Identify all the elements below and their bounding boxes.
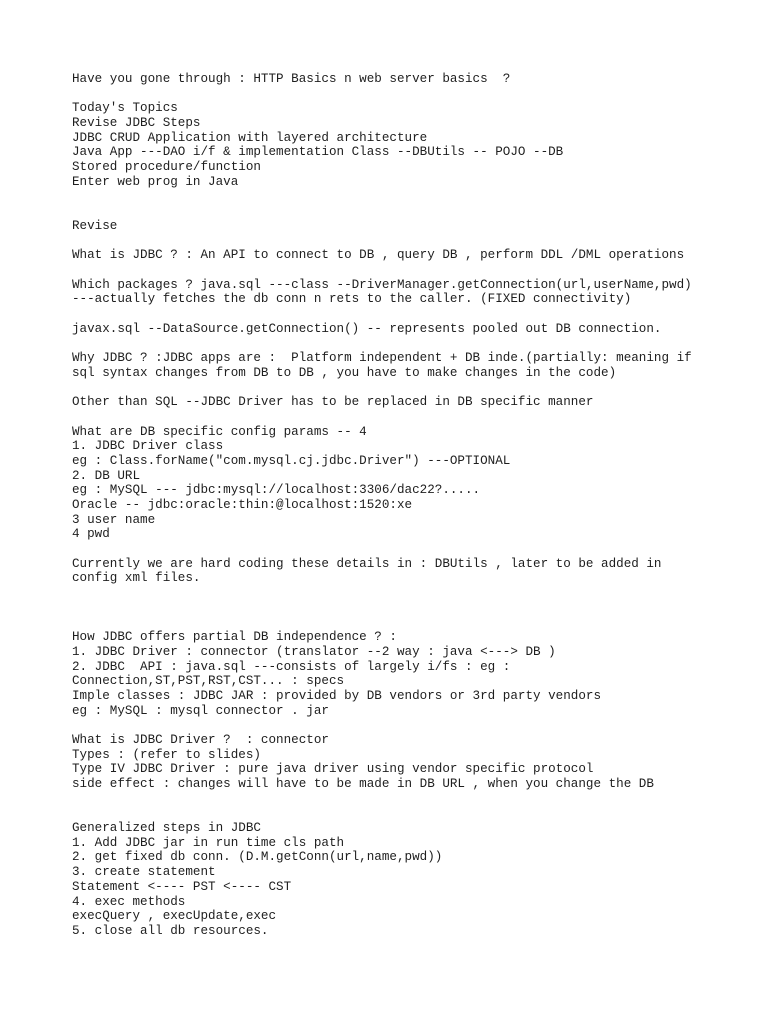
text-line: Revise JDBC Steps [72,116,201,131]
text-line: Generalized steps in JDBC [72,821,261,836]
text-line: Currently we are hard coding these details in : DBUtils , later to be added in [72,556,662,571]
text-line: 4 pwd [72,527,110,542]
text-line: Types : (refer to slides) [72,747,261,762]
text-line: 1. JDBC Driver class [72,439,224,454]
text-line: Imple classes : JDBC JAR : provided by DB vendors or 3rd party vendors [72,688,602,703]
blank-line [72,542,712,557]
text-line: JDBC CRUD Application with layered architecture [72,130,428,145]
text-line: How JDBC offers partial DB independence ? : [72,630,397,645]
blank-line [72,204,712,219]
text-line: Type IV JDBC Driver : pure java driver using vendor specific protocol [72,762,594,777]
text-line: config xml files. [72,571,201,586]
text-line: Revise [72,218,118,233]
text-line: 2. get fixed db conn. (D.M.getConn(url,name,pwd)) [72,850,443,865]
blank-line [72,380,712,395]
text-line: side effect : changes will have to be made in DB URL , when you change the DB [72,777,654,791]
text-line: 2. DB URL [72,468,141,483]
text-line: Enter web prog in Java [72,174,239,189]
text-line: javax.sql --DataSource.getConnection() -- represents pooled out DB connection. [72,321,662,336]
blank-line [72,190,712,205]
blank-line [72,806,712,821]
text-line: Java App ---DAO i/f & implementation Class --DBUtils -- POJO --DB [72,145,564,160]
text-line: 3 user name [72,512,156,527]
text-line: 1. Add JDBC jar in run time cls path [72,835,345,850]
text-line: 3. create statement [72,865,216,880]
text-line: execQuery , execUpdate,exec [72,909,277,924]
text-line: ---actually fetches the db conn n rets to the caller. (FIXED connectivity) [72,292,632,307]
text-line: eg : Class.forName("com.mysql.cj.jdbc.Driver") ---OPTIONAL [72,453,511,468]
text-line: 1. JDBC Driver : connector (translator --2 way : java <---> DB ) [72,644,556,659]
text-line: eg : MySQL --- jdbc:mysql://localhost:3306/dac22?..... [72,483,481,498]
text-line: Today's Topics [72,101,178,116]
text-line: Other than SQL --JDBC Driver has to be replaced in DB specific manner [72,395,594,410]
document-page [72,72,712,939]
blank-line [72,307,712,322]
blank-line [72,615,712,630]
text-line: Which packages ? java.sql ---class --DriverManager.getConnection(url,userName,pwd) [72,277,692,292]
text-line: Oracle -- jdbc:oracle:thin:@localhost:1520:xe [72,497,413,512]
blank-line [72,336,712,351]
text-line: 4. exec methods [72,894,186,909]
blank-line [72,718,712,733]
blank-line [72,87,712,102]
text-line: 5. close all db resources. [72,923,269,938]
text-line: eg : MySQL : mysql connector . jar [72,703,329,718]
text-line: What is JDBC ? : An API to connect to DB , query DB , perform DDL /DML operations [72,248,685,263]
blank-line [72,410,712,425]
text-line: 2. JDBC API : java.sql ---consists of largely i/fs : eg : [72,659,511,674]
blank-line [72,586,712,601]
text-line: Statement <---- PST <---- CST [72,879,292,894]
text-line: Why JDBC ? :JDBC apps are : Platform independent + DB inde.(partially: meaning if [72,351,692,366]
text-line: Stored procedure/function [72,160,261,175]
blank-line [72,234,712,249]
text-line: What is JDBC Driver ? : connector [72,732,329,747]
blank-line [72,601,712,616]
text-line: What are DB specific config params -- 4 [72,424,367,439]
text-line: sql syntax changes from DB to DB , you have to make changes in the code) [72,365,617,380]
blank-line [72,263,712,278]
blank-line [72,792,712,807]
text-line: Connection,ST,PST,RST,CST... : specs [72,674,345,689]
text-line: Have you gone through : HTTP Basics n web server basics ? [72,72,511,86]
